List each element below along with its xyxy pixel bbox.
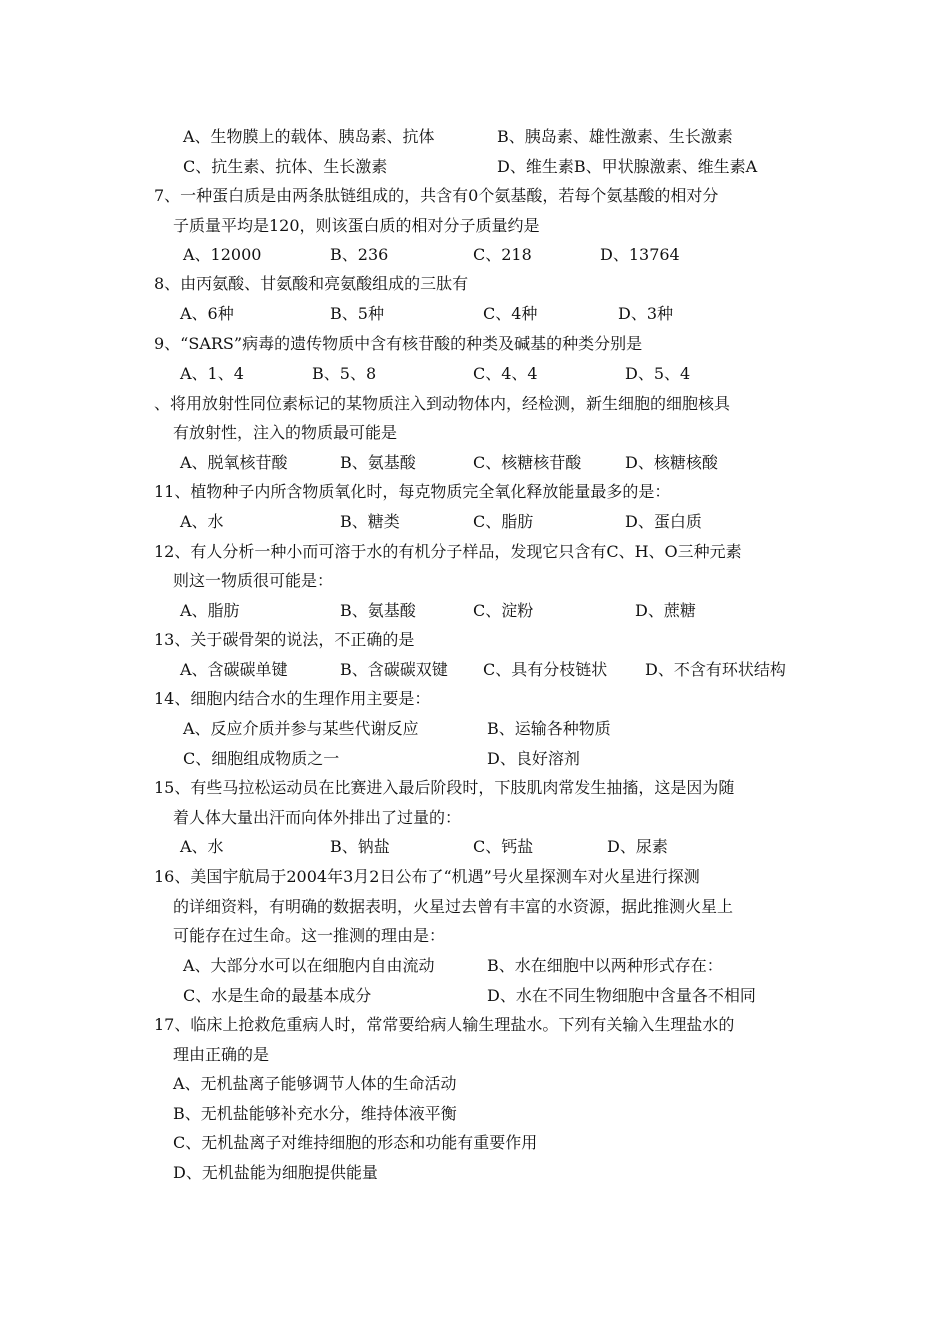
q16-option-a: A、大部分水可以在细胞内自由流动 — [183, 956, 435, 975]
q7-stem-line2: 子质量平均是120，则该蛋白质的相对分子质量约是 — [173, 216, 540, 235]
q14-stem-line1: 14、细胞内结合水的生理作用主要是： — [154, 689, 431, 708]
q10-options — [0, 453, 950, 473]
q9-option-d: D、5、4 — [625, 364, 691, 383]
q8-option-d: D、3种 — [618, 304, 674, 323]
q16-option-c: C、水是生命的最基本成分 — [183, 986, 372, 1005]
q16-stem-line1: 16、美国宇航局于2004年3月2日公布了“机遇”号火星探测车对火星进行探测 — [154, 867, 700, 886]
q17-stem-line2: 理由正确的是 — [173, 1045, 270, 1064]
q7-option-c: C、218 — [473, 245, 532, 264]
q7-stem-line1: 7、一种蛋白质是由两条肽链组成的，共含有0个氨基酸，若每个氨基酸的相对分 — [154, 186, 719, 205]
q11-options — [0, 512, 950, 532]
q15-options — [0, 837, 950, 857]
q6-options-row2 — [0, 157, 950, 177]
q15-option-c: C、钙盐 — [473, 837, 534, 856]
q6-option-d: D、维生素B、甲状腺激素、维生素A — [497, 157, 758, 176]
q12-stem-line1: 12、有人分析一种小而可溶于水的有机分子样品，发现它只含有C、H、O三种元素 — [154, 542, 742, 561]
q7-option-b: B、236 — [330, 245, 389, 264]
q8-option-c: C、4种 — [483, 304, 538, 323]
q14-options-row2 — [0, 749, 950, 769]
q11-option-d: D、蛋白质 — [625, 512, 702, 531]
q16-stem-line2: 的详细资料，有明确的数据表明，火星过去曾有丰富的水资源，据此推测火星上 — [173, 897, 734, 916]
q16-option-b: B、水在细胞中以两种形式存在： — [487, 956, 723, 975]
q6-option-c: C、抗生素、抗体、生长激素 — [183, 157, 388, 176]
q10-option-c: C、核糖核苷酸 — [473, 453, 582, 472]
q16-stem-line3: 可能存在过生命。这一推测的理由是： — [173, 926, 446, 945]
q13-option-b: B、含碳碳双键 — [340, 660, 448, 679]
q9-options — [0, 364, 950, 384]
q16-options-row2 — [0, 986, 950, 1006]
q12-option-b: B、氨基酸 — [340, 601, 416, 620]
q6-options-row1 — [0, 127, 950, 147]
q15-stem-line1: 15、有些马拉松运动员在比赛进入最后阶段时，下肢肌肉常发生抽搐，这是因为随 — [154, 778, 735, 797]
q14-option-a: A、反应介质并参与某些代谢反应 — [183, 719, 419, 738]
q6-option-a: A、生物膜上的载体、胰岛素、抗体 — [183, 127, 435, 146]
q17-option-c: C、无机盐离子对维持细胞的形态和功能有重要作用 — [173, 1133, 538, 1152]
q13-options — [0, 660, 950, 680]
q14-option-d: D、良好溶剂 — [487, 749, 580, 768]
q13-option-c: C、具有分枝链状 — [483, 660, 608, 679]
q11-option-a: A、水 — [180, 512, 224, 531]
q11-stem-line1: 11、植物种子内所含物质氧化时，每克物质完全氧化释放能量最多的是： — [154, 482, 671, 501]
q13-option-a: A、含碳碳单键 — [180, 660, 288, 679]
q10-option-b: B、氨基酸 — [340, 453, 416, 472]
q7-options — [0, 245, 950, 265]
q12-option-c: C、淀粉 — [473, 601, 534, 620]
q10-stem-line2: 有放射性，注入的物质最可能是 — [173, 423, 398, 442]
q11-option-c: C、脂肪 — [473, 512, 534, 531]
q9-option-c: C、4、4 — [473, 364, 538, 383]
q7-option-d: D、13764 — [600, 245, 680, 264]
q17-option-a: A、无机盐离子能够调节人体的生命活动 — [173, 1074, 457, 1093]
q9-option-a: A、1、4 — [180, 364, 244, 383]
q13-option-d: D、不含有环状结构 — [645, 660, 786, 679]
q14-option-b: B、运输各种物质 — [487, 719, 611, 738]
q9-stem-line1: 9、“SARS”病毒的遗传物质中含有核苷酸的种类及碱基的种类分别是 — [154, 334, 643, 353]
q12-options — [0, 601, 950, 621]
q15-stem-line2: 着人体大量出汗而向体外排出了过量的： — [173, 808, 462, 827]
q16-options-row1 — [0, 956, 950, 976]
q10-stem-line1: 、将用放射性同位素标记的某物质注入到动物体内，经检测，新生细胞的细胞核具 — [154, 394, 731, 413]
q11-option-b: B、糖类 — [340, 512, 400, 531]
q8-options — [0, 304, 950, 324]
q10-option-a: A、脱氧核苷酸 — [180, 453, 288, 472]
q7-option-a: A、12000 — [183, 245, 262, 264]
q12-option-d: D、蔗糖 — [635, 601, 696, 620]
q10-option-d: D、核糖核酸 — [625, 453, 718, 472]
q17-option-d: D、无机盐能为细胞提供能量 — [173, 1163, 378, 1182]
q8-stem-line1: 8、由丙氨酸、甘氨酸和亮氨酸组成的三肽有 — [154, 274, 469, 293]
q8-option-b: B、5种 — [330, 304, 384, 323]
q15-option-d: D、尿素 — [607, 837, 668, 856]
q12-option-a: A、脂肪 — [180, 601, 240, 620]
q14-options-row1 — [0, 719, 950, 739]
q8-option-a: A、6种 — [180, 304, 234, 323]
q14-option-c: C、细胞组成物质之一 — [183, 749, 340, 768]
q17-stem-line1: 17、临床上抢救危重病人时，常常要给病人输生理盐水。下列有关输入生理盐水的 — [154, 1015, 735, 1034]
q12-stem-line2: 则这一物质很可能是： — [173, 571, 334, 590]
q6-option-b: B、胰岛素、雄性激素、生长激素 — [497, 127, 733, 146]
q16-option-d: D、水在不同生物细胞中含量各不相同 — [487, 986, 756, 1005]
q17-option-b: B、无机盐能够补充水分，维持体液平衡 — [173, 1104, 457, 1123]
q15-option-a: A、水 — [180, 837, 224, 856]
q15-option-b: B、钠盐 — [330, 837, 390, 856]
q9-option-b: B、5、8 — [312, 364, 377, 383]
q13-stem-line1: 13、关于碳骨架的说法，不正确的是 — [154, 630, 415, 649]
